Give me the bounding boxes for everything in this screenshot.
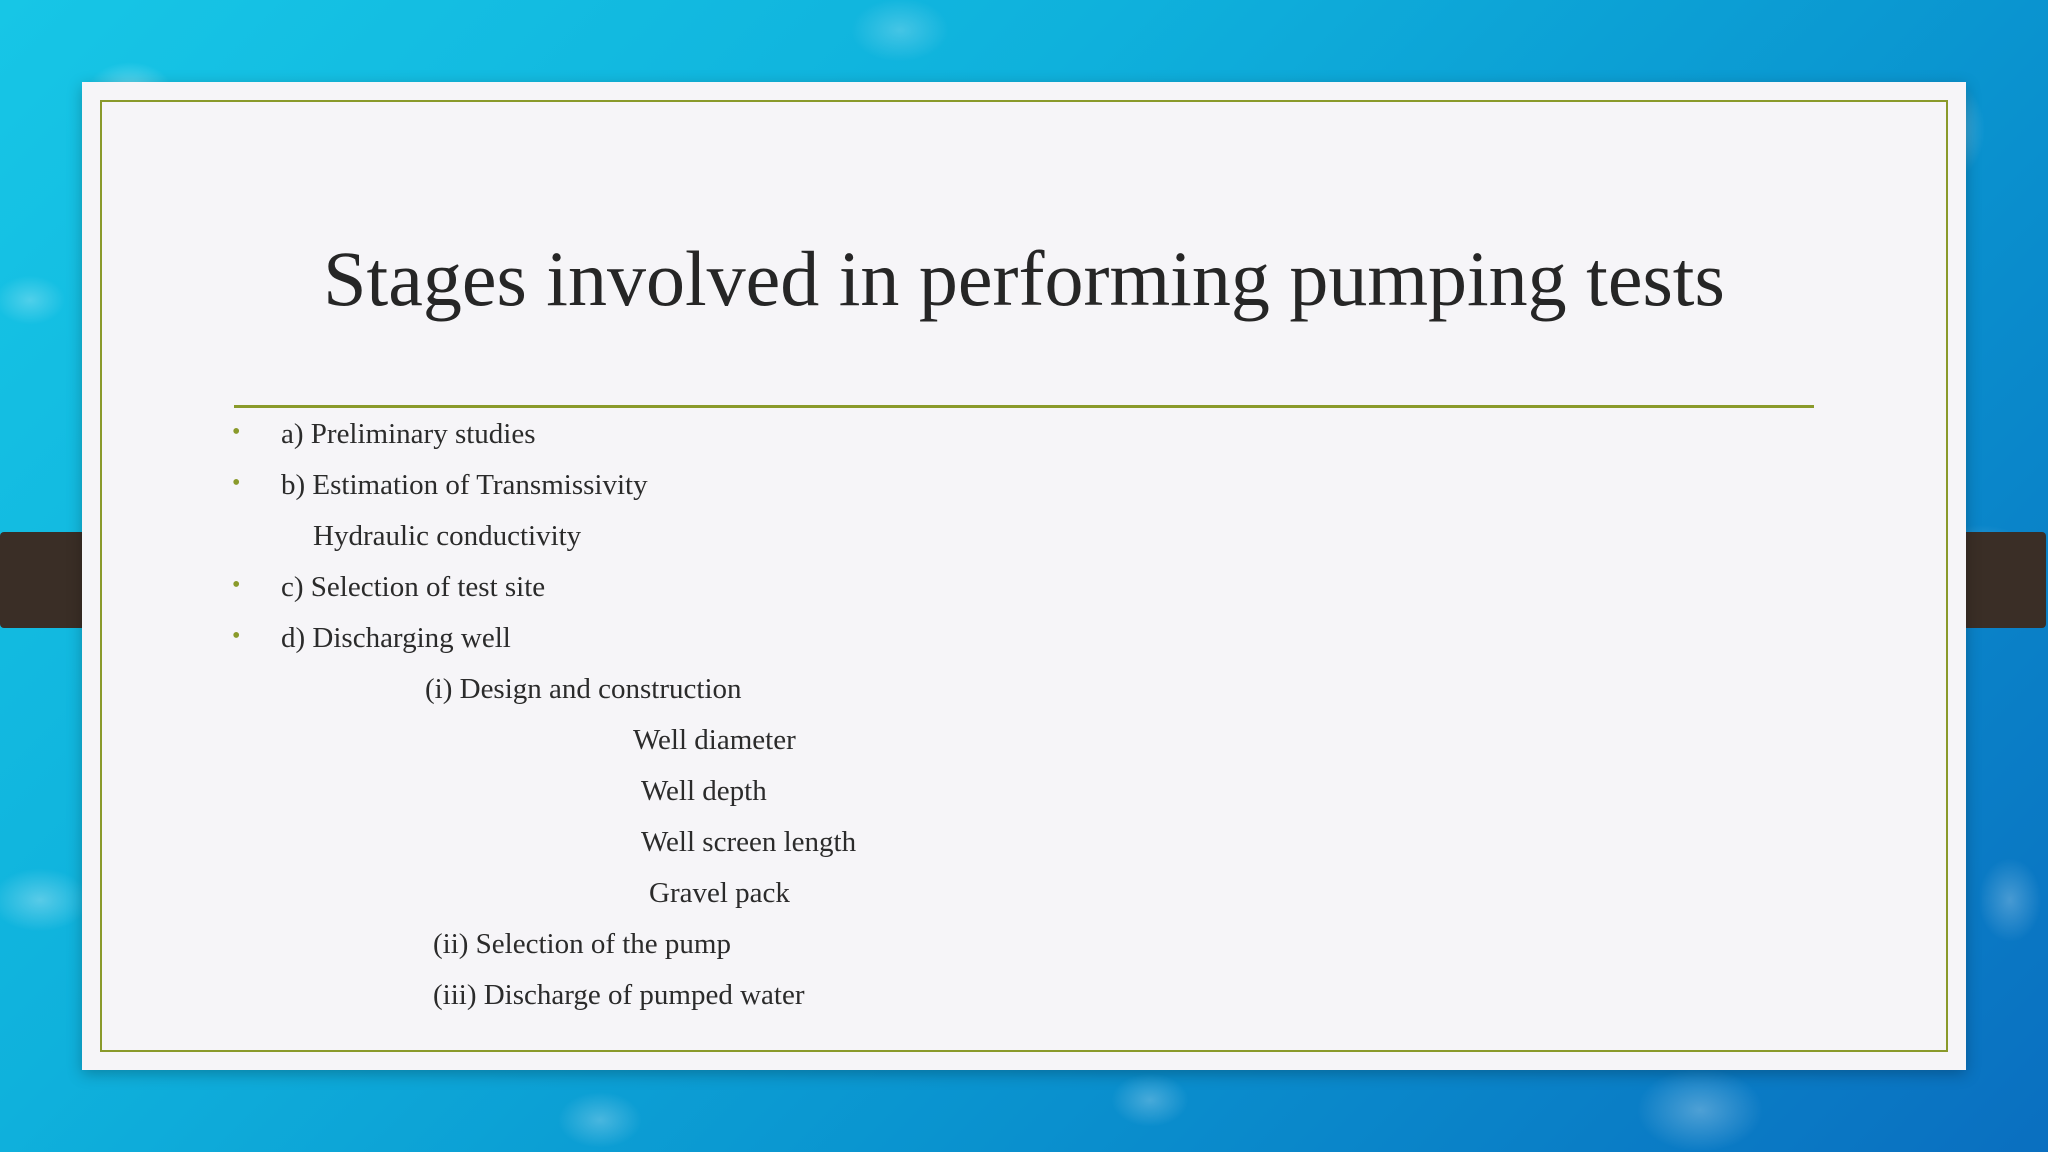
slide-title: Stages involved in performing pumping tests [323,235,1725,322]
list-item: a) Preliminary studies [281,418,536,450]
bullet-icon: • [232,419,241,445]
slide-card [82,82,1966,1070]
list-item: (i) Design and construction [425,673,742,705]
bullet-icon: • [232,623,241,649]
list-item: Gravel pack [649,877,790,909]
list-item: b) Estimation of Transmissivity [281,469,648,501]
list-item: Well screen length [641,826,857,858]
bullet-icon: • [232,470,241,496]
list-item: (iii) Discharge of pumped water [433,979,805,1011]
list-item: c) Selection of test site [281,571,546,603]
list-item: d) Discharging well [281,622,511,654]
list-item: (ii) Selection of the pump [433,928,731,960]
list-item: Well diameter [633,724,796,756]
list-item: Well depth [641,775,767,807]
list-item: Hydraulic conductivity [313,520,582,552]
title-divider [234,405,1814,408]
bullet-icon: • [232,572,241,598]
